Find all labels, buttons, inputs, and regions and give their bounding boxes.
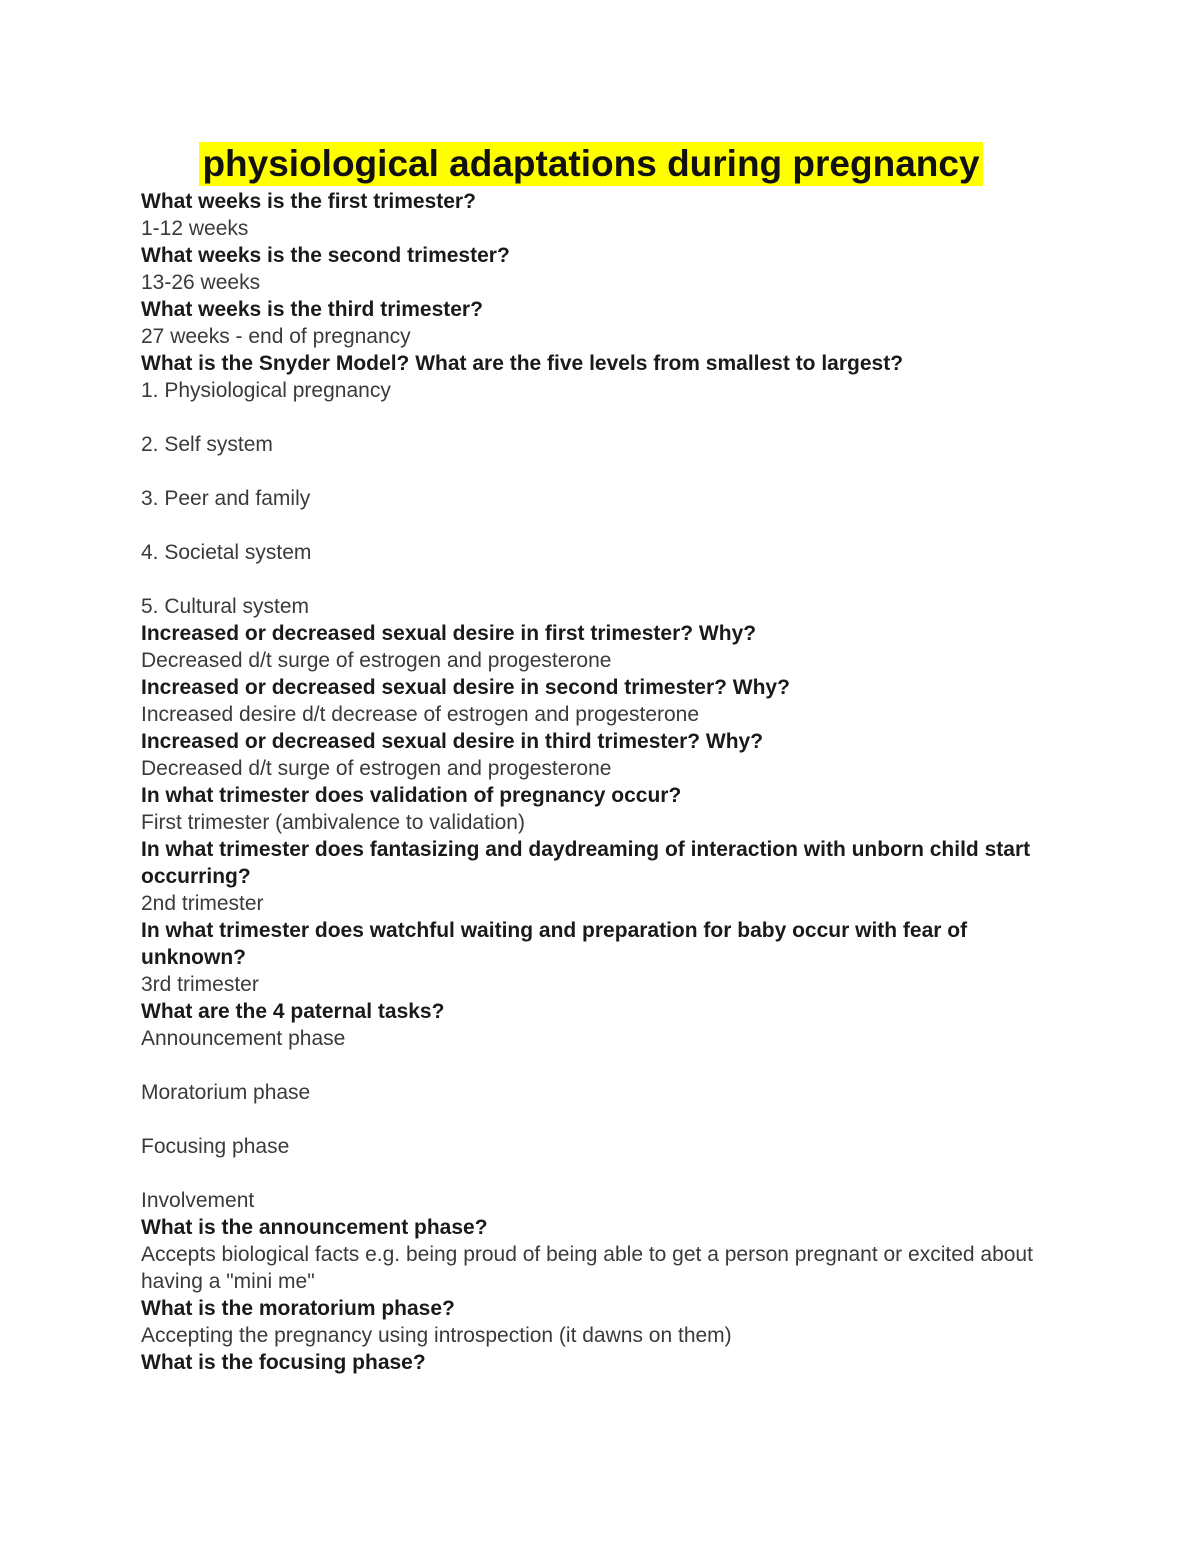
answer-text: 3. Peer and family	[141, 487, 311, 510]
question-text: In what trimester does fantasizing and daydreaming of interaction with unborn child start occurring?	[141, 838, 1036, 888]
answer-text: Decreased d/t surge of estrogen and progesterone	[141, 649, 612, 672]
answer-text: 27 weeks - end of pregnancy	[141, 325, 411, 348]
answer-text: 1. Physiological pregnancy	[141, 379, 391, 402]
answer-text: 2nd trimester	[141, 892, 264, 915]
blank-line	[141, 404, 1051, 431]
question-text: What weeks is the first trimester?	[141, 190, 476, 213]
question-text: In what trimester does watchful waiting and preparation for baby occur with fear of unknown?	[141, 919, 973, 969]
page-title: physiological adaptations during pregnancy	[199, 142, 982, 186]
answer-text: Announcement phase	[141, 1027, 346, 1050]
blank-line	[141, 458, 1051, 485]
question-text: What weeks is the third trimester?	[141, 298, 483, 321]
question-text: Increased or decreased sexual desire in third trimester? Why?	[141, 730, 764, 753]
question-text: What weeks is the second trimester?	[141, 244, 510, 267]
blank-line	[141, 512, 1051, 539]
title-container	[121, 142, 1061, 188]
blank-line	[141, 1160, 1051, 1187]
answer-text: 2. Self system	[141, 433, 273, 456]
answer-text: 5. Cultural system	[141, 595, 310, 618]
answer-text: Accepts biological facts e.g. being proud of being able to get a person pregnant or excited about having a "mini me"	[141, 1243, 1039, 1293]
question-text: Increased or decreased sexual desire in second trimester? Why?	[141, 676, 790, 699]
answer-text: Focusing phase	[141, 1135, 290, 1158]
question-text: What are the 4 paternal tasks?	[141, 1000, 445, 1023]
answer-text: 13-26 weeks	[141, 271, 261, 294]
document-page	[141, 142, 1061, 1376]
question-text: Increased or decreased sexual desire in first trimester? Why?	[141, 622, 757, 645]
answer-text: 4. Societal system	[141, 541, 312, 564]
question-text: In what trimester does validation of pregnancy occur?	[141, 784, 682, 807]
blank-line	[141, 566, 1051, 593]
answer-text: Decreased d/t surge of estrogen and progesterone	[141, 757, 612, 780]
blank-line	[141, 1106, 1051, 1133]
blank-line	[141, 1052, 1051, 1079]
answer-text: 1-12 weeks	[141, 217, 249, 240]
question-text: What is the focusing phase?	[141, 1351, 426, 1374]
question-text: What is the moratorium phase?	[141, 1297, 455, 1320]
answer-text: Accepting the pregnancy using introspection (it dawns on them)	[141, 1324, 732, 1347]
answer-text: Increased desire d/t decrease of estrogen and progesterone	[141, 703, 700, 726]
answer-text: 3rd trimester	[141, 973, 259, 996]
answer-text: First trimester (ambivalence to validation)	[141, 811, 525, 834]
answer-text: Involvement	[141, 1189, 255, 1212]
document-body	[141, 188, 1051, 1376]
question-text: What is the Snyder Model? What are the five levels from smallest to largest?	[141, 352, 904, 375]
question-text: What is the announcement phase?	[141, 1216, 488, 1239]
answer-text: Moratorium phase	[141, 1081, 311, 1104]
